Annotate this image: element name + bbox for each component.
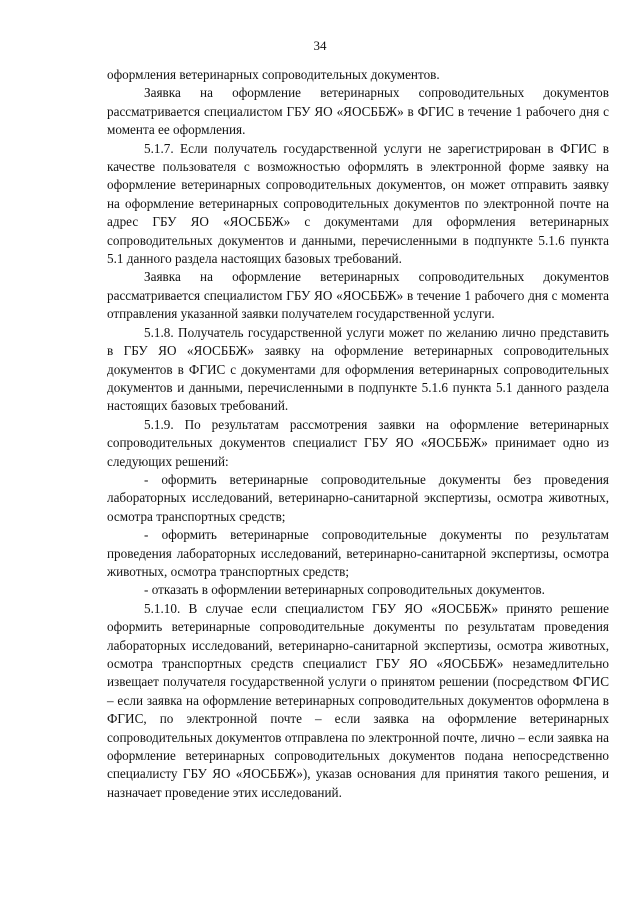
list-item: - оформить ветеринарные сопроводительные документы без проведения лабораторных исследований, ветеринарно-санитарной экспертизы, осмотра животных, осмотра транспортных средств; xyxy=(107,471,609,524)
list-item: - отказать в оформлении ветеринарных сопроводительных документов. xyxy=(144,582,545,598)
paragraph-5-1-9: 5.1.9. По результатам рассмотрения заявки на оформление ветеринарных сопроводительных документов специалист ГБУ ЯО «ЯОСББЖ» принимает одно из следующих решений: xyxy=(107,416,609,469)
paragraph: Заявка на оформление ветеринарных сопроводительных документов рассматривается специалистом ГБУ ЯО «ЯОСББЖ» в течение 1 рабочего дня с момента отправления указанной заявки получателем государственной услуги. xyxy=(107,269,609,322)
paragraph-5-1-8: 5.1.8. Получатель государственной услуги может по желанию лично представить в ГБУ ЯО «ЯОСББЖ» заявку на оформление ветеринарных сопроводительных документов в ФГИС с документами для оформления ветеринарных сопроводительных документов и данными, перечисленными в подпункте 5.1.6 пункта 5.1 данного раздела настоящих базовых требований. xyxy=(107,324,609,414)
body-text xyxy=(107,66,609,802)
paragraph-5-1-10: 5.1.10. В случае если специалистом ГБУ ЯО «ЯОСББЖ» принято решение оформить ветеринарные сопроводительные документы по результатам проведения лабораторных исследований, ветеринарно-санитарной экспертизы, осмотра животных, осмотра транспортных средств специалист ГБУ ЯО «ЯОСББЖ» незамедлительно извещает получателя государственной услуги о принятом решении (посредством ФГИС – если заявка на оформление ветеринарных сопроводительных документов оформлена в ФГИС, по электронной почте – если заявка на оформление ветеринарных сопроводительных документов отправлена по электронной почте, лично – если заявка на оформление ветеринарных сопроводительных документов подана непосредственно специалисту ГБУ ЯО «ЯОСББЖ»), указав основания для принятия такого решения, и назначает проведение этих исследований. xyxy=(107,600,609,800)
paragraph: Заявка на оформление ветеринарных сопроводительных документов рассматривается специалистом ГБУ ЯО «ЯОСББЖ» в ФГИС в течение 1 рабочего дня с момента ее оформления. xyxy=(107,85,609,138)
list-item: - оформить ветеринарные сопроводительные документы по результатам проведения лабораторных исследований, ветеринарно-санитарной экспертизы, осмотра животных, осмотра транспортных средств; xyxy=(107,527,609,579)
paragraph-5-1-7: 5.1.7. Если получатель государственной услуги не зарегистрирован в ФГИС в качестве пользователя с возможностью оформлять в электронной форме заявку на оформление ветеринарных сопроводительных документов, он может отправить заявку на оформление ветеринарных сопроводительных документов по электронной почте на адрес ГБУ ЯО «ЯОСББЖ» с документами для оформления ветеринарных сопроводительных документов и данными, перечисленными в подпункте 5.1.6 пункта 5.1 данного раздела настоящих базовых требований. xyxy=(107,140,609,267)
paragraph-continuation: оформления ветеринарных сопроводительных документов. xyxy=(107,67,440,82)
page-number: 34 xyxy=(313,38,327,53)
